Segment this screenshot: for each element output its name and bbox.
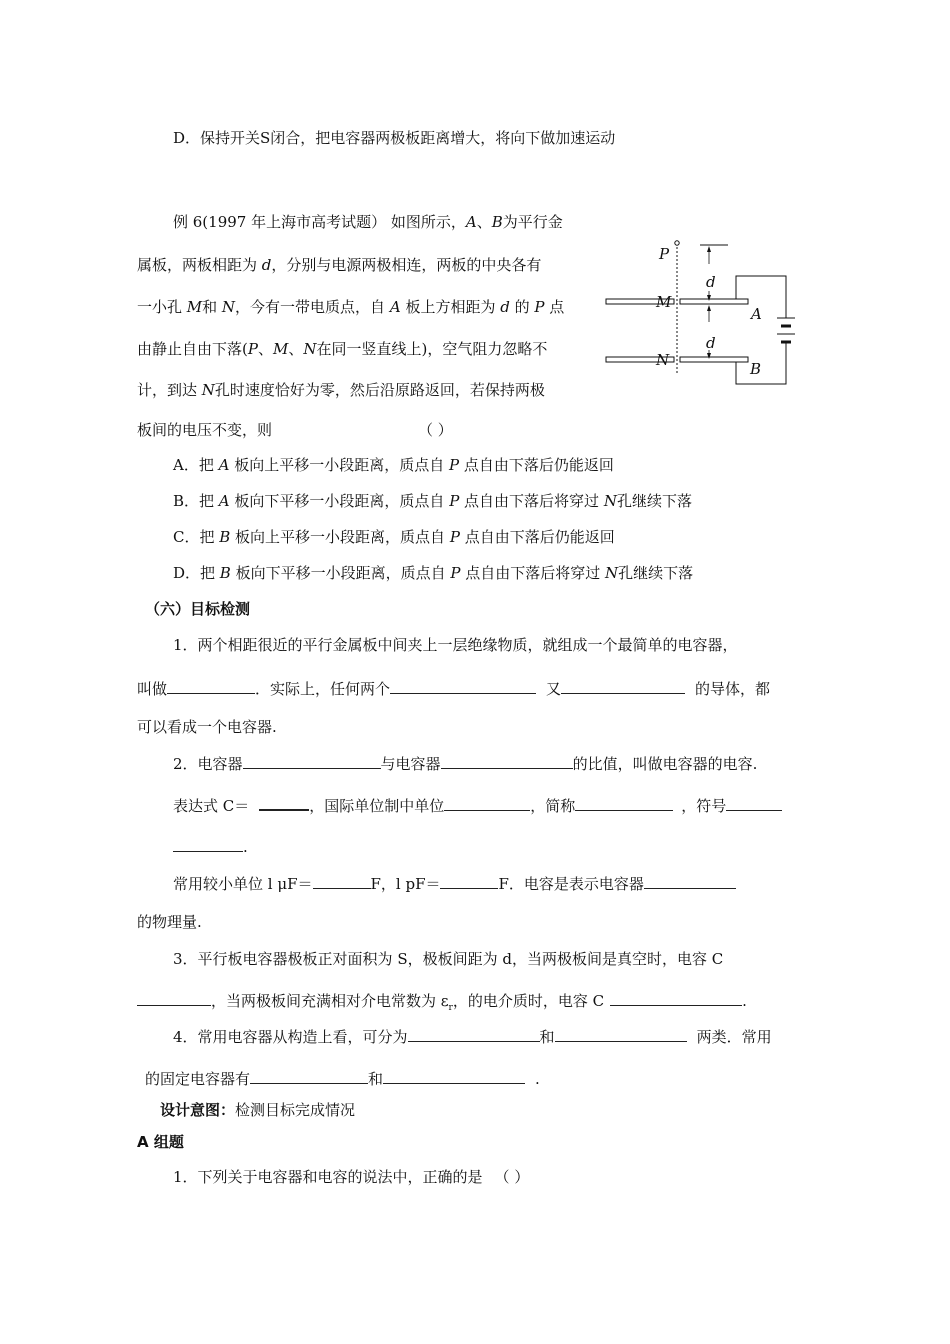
q4-line1: 4．常用电容器从构造上看，可分为 和 两类．常用 [173, 1028, 772, 1046]
q2-blank-10 [644, 873, 736, 889]
q1-line3: 可以看成一个电容器. [137, 718, 277, 736]
dim-arrow-down-1 [707, 295, 711, 301]
label-d-lower: d [706, 334, 716, 352]
example6-line5: 计，到达 N孔时速度恰好为零，然后沿原路返回，若保持两极 [137, 381, 545, 399]
label-d-upper: d [706, 273, 716, 291]
q3-line1: 3．平行板电容器极板正对面积为 S，极板间距为 d，当两极板间是真空时，电容 C [173, 950, 724, 968]
q2-blank-5 [575, 795, 673, 811]
q2-blank-8 [313, 873, 371, 889]
q1-line1: 1．两个相距很近的平行金属板中间夹上一层绝缘物质，就组成一个最简单的电容器， [173, 636, 738, 654]
q3-line2: ，当两极板间充满相对介电常数为 $\varepsilon_r$，的电介质时，电容 C . [137, 990, 747, 1018]
point-p [675, 241, 679, 245]
label-a: A [751, 305, 762, 323]
design-intent: 设计意图：检测目标完成情况 [160, 1101, 356, 1119]
capacitor-circuit-diagram [600, 232, 810, 392]
label-n: N [656, 351, 670, 369]
q2-blank-9 [440, 873, 498, 889]
q1-line2: 叫做 ．实际上，任何两个 又 的导体，都 [137, 680, 771, 698]
example6-line2: 属板，两板相距为 d，分别与电源两极相连，两板的中央各有 [137, 256, 542, 274]
label-p: P [659, 245, 670, 263]
q2-blank-3 [259, 794, 309, 811]
q4-blank-1 [408, 1026, 540, 1042]
label-m: M [656, 293, 672, 311]
q2-blank-6 [726, 795, 782, 811]
q2-blank-1 [243, 753, 381, 769]
q3-blank-1 [137, 990, 211, 1006]
example6-line6: 板间的电压不变，则 （ ） [137, 421, 453, 439]
answer-paren: （ ） [418, 421, 453, 439]
q1-blank-2 [390, 678, 536, 694]
q2-blank-7 [173, 836, 243, 852]
prev-option-d: D．保持开关S闭合，把电容器两极板距离增大，将向下做加速运动 [173, 129, 616, 147]
example6-line4: 由静止自由下落(P、M、N在同一竖直线上)，空气阻力忽略不 [137, 340, 548, 358]
q2-blank-2 [441, 753, 573, 769]
q2-line5: 的物理量. [137, 913, 202, 931]
dim-arrow-up-2 [707, 305, 711, 311]
q4-blank-4 [383, 1068, 525, 1084]
q2-line1: 2．电容器 与电容器 的比值，叫做电容器的电容. [173, 755, 758, 773]
dim-arrow-down-2 [707, 353, 711, 359]
group-a-q1: 1．下列关于电容器和电容的说法中，正确的是 （ ） [173, 1168, 530, 1186]
q3-blank-2 [610, 990, 742, 1006]
option-c: C．把 B 板向上平移一小段距离，质点自 P 点自由下落后仍能返回 [173, 528, 615, 546]
q2-blank-4 [444, 795, 530, 811]
q1-blank-1 [167, 678, 255, 694]
q2-line4: 常用较小单位 l μF＝ F，l pF＝ F．电容是表示电容器 [173, 873, 736, 894]
example6-line3: 一小孔 M和 N，今有一带电质点，自 A 板上方相距为 d 的 P 点 [137, 298, 565, 316]
option-d: D．把 B 板向下平移一小段距离，质点自 P 点自由下落后将穿过 N孔继续下落 [173, 564, 694, 582]
example6-line1: 例 6(1997 年上海市高考试题） 如图所示，A、B为平行金 [173, 213, 563, 231]
option-b: B．把 A 板向下平移一小段距离，质点自 P 点自由下落后将穿过 N孔继续下落 [173, 492, 692, 510]
q4-blank-3 [250, 1068, 368, 1084]
q4-blank-2 [555, 1026, 687, 1042]
q4-line2: 的固定电容器有 和 . [145, 1070, 540, 1088]
option-a: A．把 A 板向上平移一小段距离，质点自 P 点自由下落后仍能返回 [173, 456, 614, 474]
plate-a-right [680, 299, 748, 304]
group-a-heading: A 组题 [137, 1133, 184, 1151]
plate-b-right [680, 357, 748, 362]
section-heading: （六）目标检测 [145, 600, 251, 618]
label-b: B [750, 360, 762, 378]
dim-arrow-up-1 [707, 246, 711, 252]
q2-line2: 表达式 C＝ ，国际单位制中单位 ，简称 ，符号 [173, 794, 782, 816]
q2-line3: . [173, 836, 248, 857]
q1-blank-3 [561, 678, 685, 694]
